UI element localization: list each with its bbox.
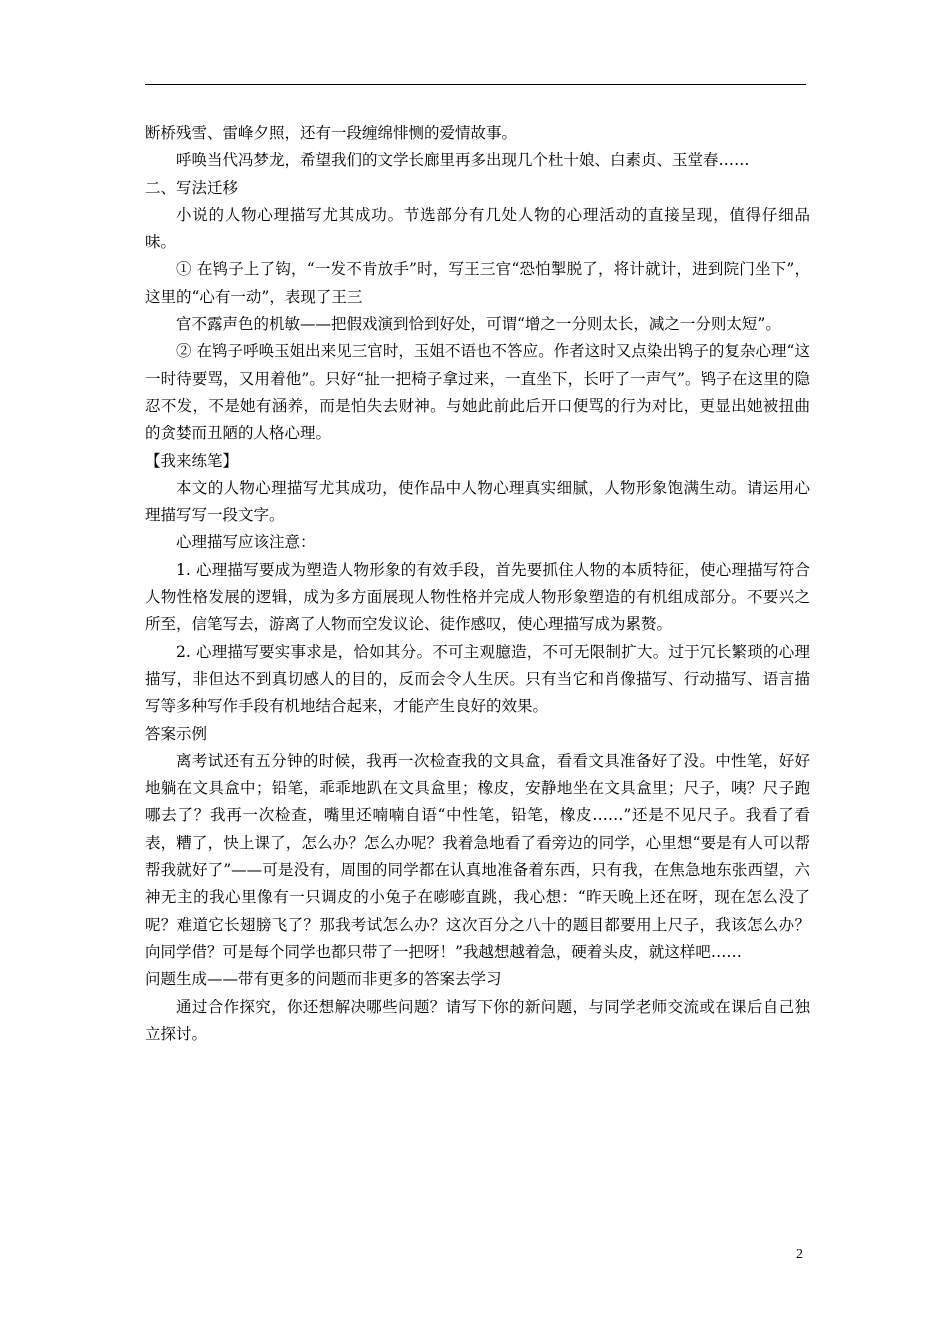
paragraph: 本文的人物心理描写尤其成功，使作品中人物心理真实细腻，人物形象饱满生动。请运用心理描写写一段文字。 <box>145 478 810 525</box>
paragraph: 断桥残雪、雷峰夕照，还有一段缠绵悱恻的爱情故事。 <box>145 124 518 142</box>
paragraph: 官不露声色的机敏——把假戏演到恰到好处，可谓“增之一分则太长，减之一分则太短”。 <box>176 315 781 334</box>
paragraph: 1. 心理描写要成为塑造人物形象的有效手段，首先要抓住人物的本质特征，使心理描写符合人物性格发展的逻辑，成为多方面展现人物性格并完成人物形象塑造的有机组成部分。不要兴之所至，信笔写去，游离了人物而空发议论、徒作感叹，使心理描写成为累赘。 <box>145 560 810 634</box>
paragraph: 2. 心理描写要实事求是，恰如其分。不可主观臆造，不可无限制扩大。过于冗长繁琐的心理描写，非但达不到真切感人的目的，反而会令人生厌。只有当它和肖像描写、行动描写、语言描写等多种写作手段有机地结合起来，才能产生良好的效果。 <box>145 642 810 716</box>
section-heading: 答案示例 <box>145 724 208 743</box>
page-number: 2 <box>796 1247 803 1262</box>
paragraph: ② 在鸨子呼唤玉姐出来见三官时，玉姐不语也不答应。作者这时又点染出鸨子的复杂心理“这一时待要骂，又用着他”。只好“扯一把椅子拿过来，一直坐下，长吁了一声气”。鸨子在这里的隐忍不发，不是她有涵养，而是怕失去财神。与她此前此后开口便骂的行为对比，更显出她被扭曲的贪婪而丑陋的人格心理。 <box>145 342 810 443</box>
paragraph: 小说的人物心理描写尤其成功。节选部分有几处人物的心理活动的直接呈现，值得仔细品味。 <box>145 205 810 252</box>
paragraph: 呼唤当代冯梦龙，希望我们的文学长廊里再多出现几个杜十娘、白素贞、玉堂春…… <box>176 151 750 170</box>
paragraph: ① 在鸨子上了钩，“一发不肯放手”时，写王三官“恐怕掣脱了，将计就计，进到院门坐下”，这里的“心有一动”，表现了王三 <box>145 260 810 306</box>
paragraph: 通过合作探究，你还想解决哪些问题？请写下你的新问题，与同学老师交流或在课后自己独立探讨。 <box>145 997 810 1043</box>
section-heading: 问题生成——带有更多的问题而非更多的答案去学习 <box>145 970 502 989</box>
section-heading: 【我来练笔】 <box>145 451 239 470</box>
paragraph: 心理描写应该注意： <box>176 533 316 552</box>
section-heading: 二、写法迁移 <box>145 178 239 197</box>
paragraph: 离考试还有五分钟的时候，我再一次检查我的文具盒，看看文具准备好了没。中性笔，好好地躺在文具盒中；铅笔，乖乖地趴在文具盒里；橡皮，安静地坐在文具盒里；尺子，咦？尺子跑哪去了？我再一次检查，嘴里还喃喃自语“中性笔，铅笔，橡皮……”还是不见尺子。我看了看表，糟了，快上课了，怎么办？怎么办呢？我着急地看了看旁边的同学，心里想“要是有人可以帮帮我就好了”——可是没有，周围的同学都在认真地准备着东西，只有我，在焦急地东张西望，六神无主的我心里像有一只调皮的小兔子在嘭嘭直跳，我心想：“昨天晚上还在呀，现在怎么没了呢？难道它长翅膀飞了？那我考试怎么办？这次百分之八十的题目都要用上尺子，我该怎么办？向同学借？可是每个同学也都只带了一把呀！”我越想越着急，硬着头皮，就这样吧…… <box>145 751 810 961</box>
body-text <box>145 120 810 1048</box>
header-rule <box>145 84 806 85</box>
